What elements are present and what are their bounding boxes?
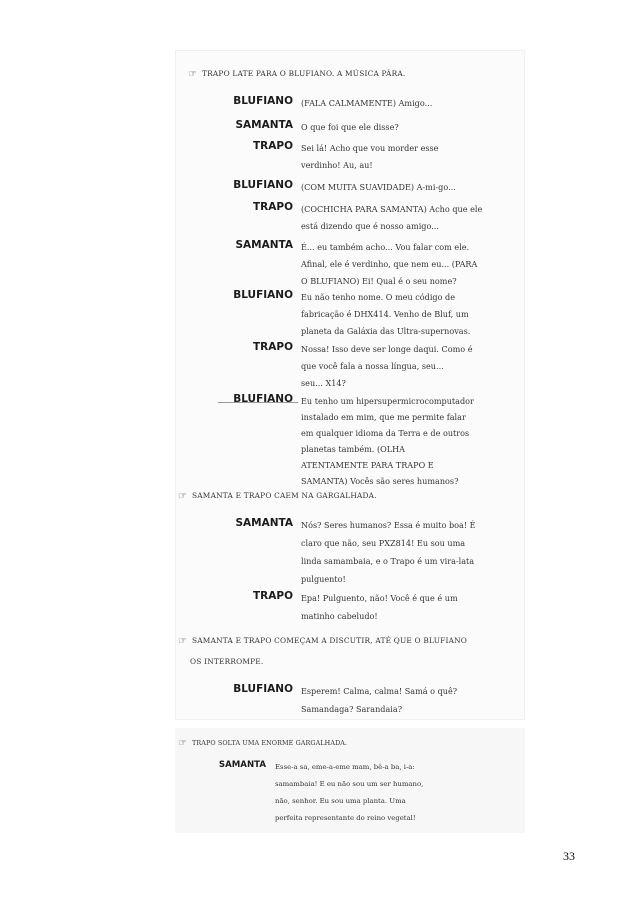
speech-line: Epa! Pulguento, não! Você é que é um — [301, 593, 458, 603]
speech-line: instalado em mim, que me permite falar — [301, 412, 466, 422]
speech-line: pulguento! — [301, 574, 346, 584]
speech-line: Esperem! Calma, calma! Samá o quê? — [301, 686, 458, 696]
speech-line: claro que não, seu PXZ814! Eu sou uma — [301, 538, 466, 548]
speaker-name: BLUFIANO — [233, 179, 293, 191]
speech-line: planeta da Galáxia das Ultra-supernovas. — [301, 326, 471, 336]
speech-line: perfeita representante do reino vegetal! — [275, 814, 416, 822]
speech-line: fabricação é DHX414. Venho de Bluf, um — [301, 309, 469, 319]
speech-line: em qualquer idioma da Terra e de outros — [301, 428, 470, 438]
speech-line: samambaia! E eu não sou um ser humano, — [275, 780, 424, 788]
speech-line: Esse-a sa, eme-a-eme mam, bê-a ba, i-a: — [275, 763, 415, 771]
pointing-hand-icon: ☞ — [178, 491, 188, 502]
speech-line: (COCHICHA PARA SAMANTA) Acho que ele — [301, 204, 483, 214]
speaker-name: TRAPO — [253, 590, 293, 602]
speech-line: Sei lá! Acho que vou morder esse — [301, 143, 439, 153]
speaker-name: BLUFIANO — [233, 289, 293, 301]
speech-line: matinho cabeludo! — [301, 611, 378, 621]
stage-direction — [190, 657, 263, 666]
speech-line: É... eu também acho... Vou falar com ele. — [301, 242, 470, 252]
speaker-name: SAMANTA — [235, 239, 293, 251]
stage-direction-text: TRAPO LATE PARA O BLUFIANO. A MÚSICA PÁRA. — [202, 69, 406, 78]
speech-line: Eu tenho um hipersupermicrocomputador — [301, 396, 474, 406]
speech-line: SAMANTA) Vocês são seres humanos? — [301, 476, 459, 486]
speaker-name: SAMANTA — [218, 760, 266, 770]
speaker-name: SAMANTA — [235, 517, 293, 529]
stage-direction — [188, 69, 405, 80]
speech-line: Afinal, ele é verdinho, que nem eu... (PARA — [301, 259, 478, 269]
speech-line: verdinho! Au, au! — [301, 160, 373, 170]
stage-direction-text: SAMANTA E TRAPO COMEÇAM A DISCUTIR, ATÉ QUE O BLUFIANO — [192, 636, 468, 645]
speech-line: não, senhor. Eu sou uma planta. Uma — [275, 797, 406, 805]
pointing-hand-icon: ☞ — [178, 636, 188, 647]
speaker-name: TRAPO — [253, 341, 293, 353]
speech-line: (FALA CALMAMENTE) Amigo... — [301, 98, 433, 108]
speech-line: Eu não tenho nome. O meu código de — [301, 292, 456, 302]
speaker-name: BLUFIANO — [233, 683, 293, 695]
speaker-name: BLUFIANO — [233, 95, 293, 107]
speech-line: Nossa! Isso deve ser longe daqui. Como é — [301, 344, 473, 354]
speech-line: ATENTAMENTE PARA TRAPO E — [301, 460, 434, 470]
speaker-name: TRAPO — [253, 140, 293, 152]
page-number: 33 — [563, 849, 575, 863]
speech-line: (COM MUITA SUAVIDADE) A-mi-go... — [301, 182, 456, 192]
stage-direction-text: OS INTERROMPE. — [190, 657, 264, 666]
stage-direction-text: TRAPO SOLTA UMA ENORME GARGALHADA. — [192, 739, 348, 747]
speech-line: Nós? Seres humanos? Essa é muito boa! É — [301, 520, 476, 530]
speech-line: planetas também. (OLHA — [301, 444, 406, 454]
speech-line: seu... X14? — [301, 378, 346, 388]
speech-line: Samandaga? Sarandaia? — [301, 704, 403, 714]
speech-line: O BLUFIANO) Ei! Qual é o seu nome? — [301, 276, 457, 286]
speaker-name: SAMANTA — [235, 119, 293, 131]
pointing-hand-icon: ☞ — [188, 69, 198, 80]
stage-direction — [178, 636, 467, 647]
stage-direction — [178, 491, 377, 502]
speech-line: O que foi que ele disse? — [301, 122, 399, 132]
speaker-name: BLUFIANO — [233, 393, 293, 405]
stage-direction — [178, 738, 347, 749]
stage-direction-text: SAMANTA E TRAPO CAEM NA GARGALHADA. — [192, 491, 377, 500]
speech-line: que você fala a nossa língua, seu... — [301, 361, 444, 371]
speech-line: está dizendo que é nosso amigo... — [301, 221, 439, 231]
speaker-name: TRAPO — [253, 201, 293, 213]
pointing-hand-icon: ☞ — [178, 738, 188, 749]
speech-line: linda samambaia, e o Trapo é um vira-lata — [301, 556, 475, 566]
